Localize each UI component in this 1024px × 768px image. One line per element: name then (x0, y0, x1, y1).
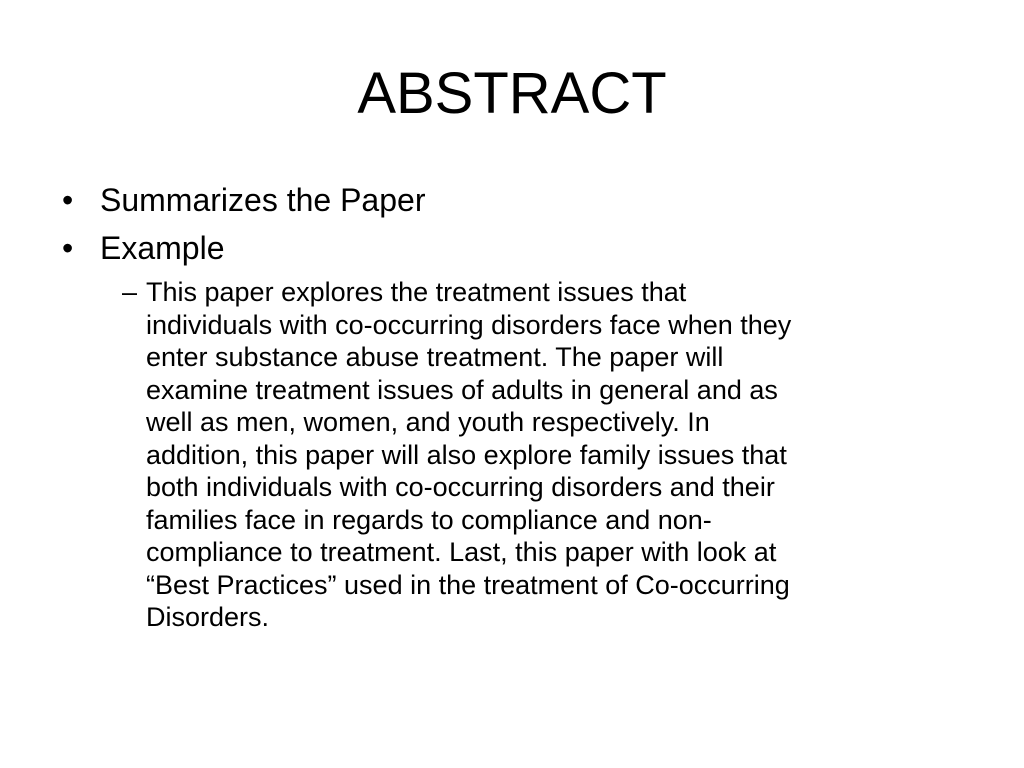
paragraph-line: individuals with co-occurring disorders face when they (146, 309, 792, 340)
paragraph-line: enter substance abuse treatment. The paper will (146, 342, 724, 372)
paragraph-line: both individuals with co-occurring disorders and their (146, 472, 775, 502)
paragraph-line: This paper explores the treatment issues that (146, 277, 687, 307)
paragraph-line: examine treatment issues of adults in general and as (146, 374, 778, 405)
bullet-marker: • (62, 230, 74, 266)
sub-bullet-marker: – (122, 277, 138, 307)
bullet-marker: • (62, 182, 74, 218)
sub-bullet-abstract-example (122, 276, 972, 634)
paragraph-line: compliance to treatment. Last, this paper with look at (146, 537, 777, 567)
bullet-text: Example (100, 230, 225, 266)
slide-title: ABSTRACT (357, 61, 667, 126)
slide-body (62, 180, 972, 634)
paragraph-line: Disorders. (146, 602, 270, 632)
paragraph-line: well as men, women, and youth respectively. In (146, 407, 710, 437)
bullet-item-example (62, 228, 972, 268)
paragraph-line: “Best Practices” used in the treatment of Co-occurring (146, 569, 790, 600)
bullet-item-summary (62, 180, 972, 220)
paragraph-line: addition, this paper will also explore family issues that (146, 439, 787, 470)
sub-bullet-list (62, 276, 972, 634)
paragraph-line: families face in regards to compliance and non- (146, 504, 712, 535)
bullet-text: Summarizes the Paper (100, 182, 426, 218)
